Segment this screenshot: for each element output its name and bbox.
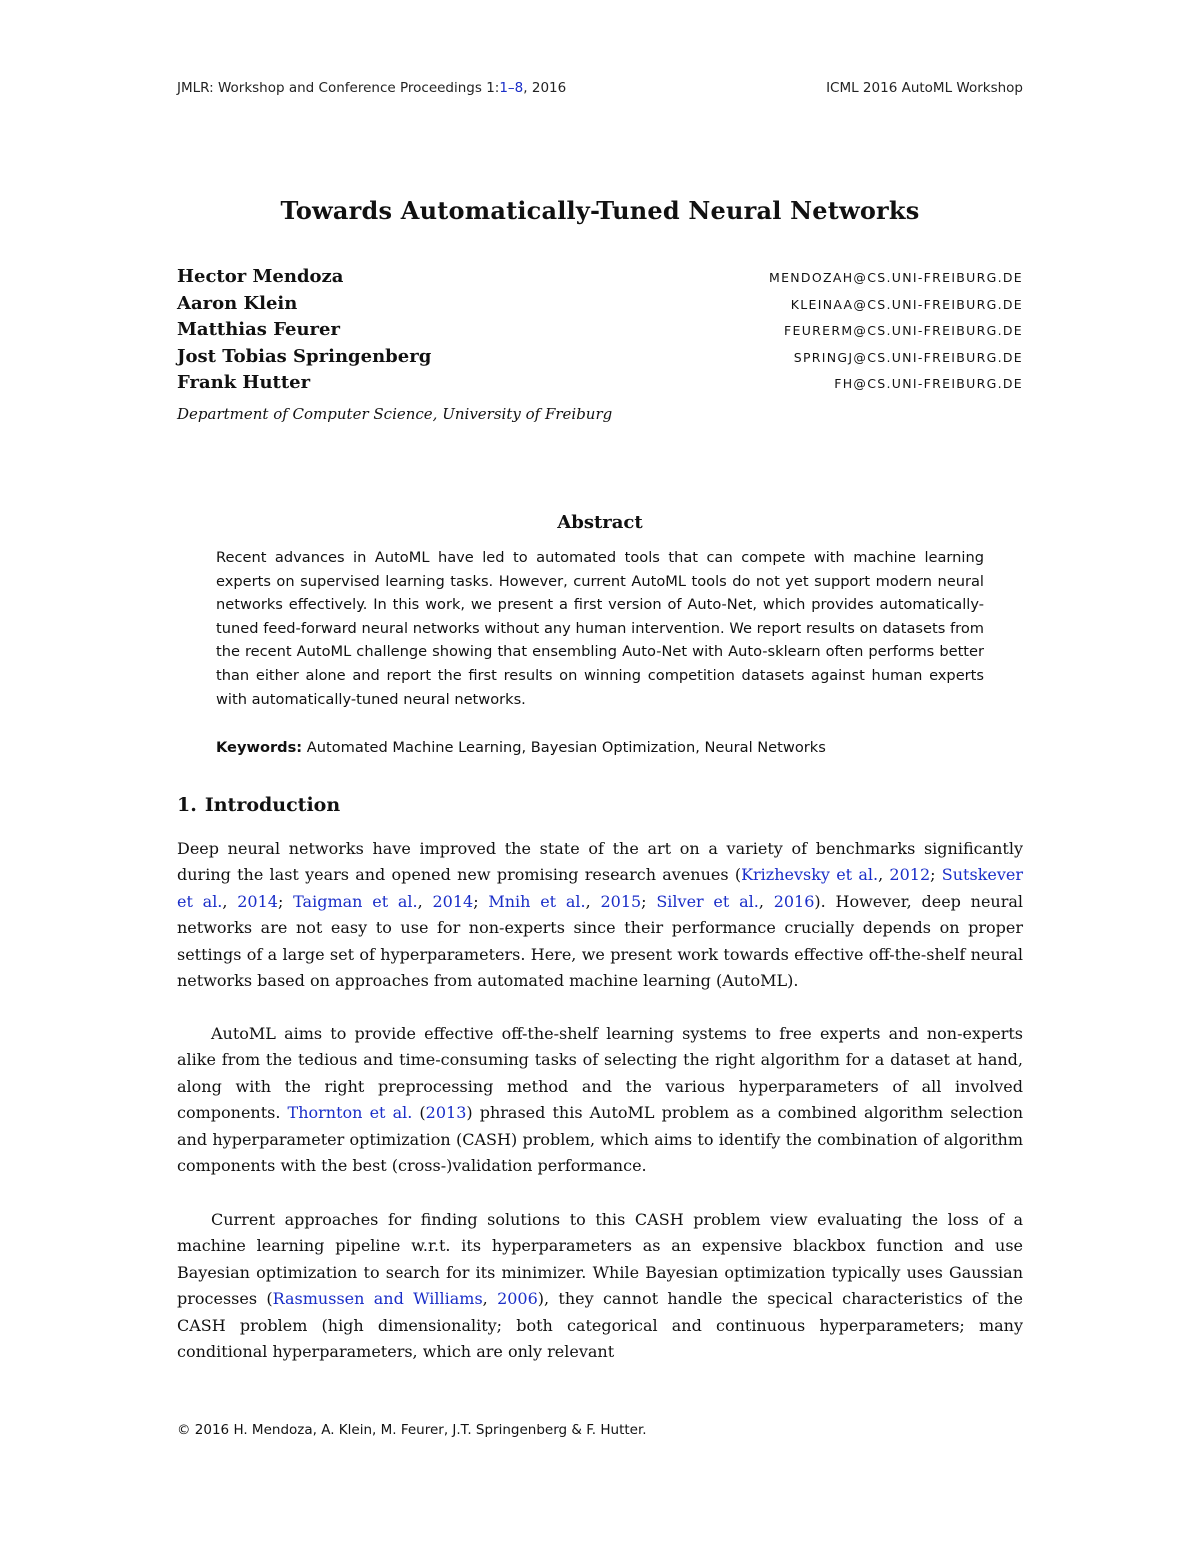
citation-year-link[interactable]: 2014 <box>432 891 474 911</box>
citation-link[interactable]: Rasmussen and Williams <box>272 1289 483 1309</box>
copyright-footer: © 2016 H. Mendoza, A. Klein, M. Feurer, J.T. Springenberg & F. Hutter. <box>177 1422 647 1438</box>
author-name: Matthias Feurer <box>177 319 340 340</box>
intro-paragraph-1: Deep neural networks have improved the state of the art on a variety of benchmarks significantly during the last years and opened new promising research avenues (Krizhevsky et al., 2012; Sutskever et al., 2014; Taigman et al., 2014; Mnih et al., 2015; Silver et al., 2016). However, deep neural networks are not easy to use for non-experts since their performance crucially depends on proper settings of a large set of hyperparameters. Here, we present work towards effective off-the-shelf neural networks based on approaches from automated machine learning (AutoML). <box>177 839 1024 991</box>
author-name: Hector Mendoza <box>177 266 344 287</box>
citation-link[interactable]: Krizhevsky et al. <box>741 865 879 885</box>
abstract-text: Recent advances in AutoML have led to automated tools that can compete with machine learning experts on supervised learning tasks. However, current AutoML tools do not yet support modern neural networks effectively. In this work, we present a first version of Auto-Net, which provides automatically-tuned feed-forward neural networks without any human intervention. We report results on datasets from the recent AutoML challenge showing that ensembling Auto-Net with Auto-sklearn often performs better than either alone and report the first results on winning competition datasets against human experts with automatically-tuned neural networks. <box>216 549 984 708</box>
author-name: Aaron Klein <box>177 292 298 314</box>
author-row <box>177 319 1023 346</box>
author-email: MENDOZAH@CS.UNI-FREIBURG.DE <box>769 270 1023 285</box>
section-number: 1. <box>177 794 197 816</box>
keywords-label: Keywords: <box>216 739 303 756</box>
section-heading <box>177 794 340 816</box>
running-head <box>177 80 1023 96</box>
affiliation: Department of Computer Science, University of Freiburg <box>177 404 613 423</box>
citation-link[interactable]: Silver et al. <box>656 891 759 911</box>
author-row <box>177 372 1023 399</box>
author-name: Jost Tobias Springenberg <box>177 345 432 367</box>
author-row <box>177 346 1023 373</box>
citation-year-link[interactable]: 2015 <box>600 891 642 911</box>
author-email: SPRINGJ@CS.UNI-FREIBURG.DE <box>793 349 1023 365</box>
author-email: KLEINAA@CS.UNI-FREIBURG.DE <box>790 296 1023 312</box>
paper-title: Towards Automatically-Tuned Neural Networks <box>280 196 920 225</box>
citation-year-link[interactable]: 2016 <box>773 891 815 911</box>
author-row <box>177 266 1023 293</box>
intro-paragraph-2: AutoML aims to provide effective off-the-shelf learning systems to free experts and non-experts alike from the tedious and time-consuming tasks of selecting the right algorithm for a dataset at hand, along with the right preprocessing method and the various hyperparameters of all involved components. Thornton et al. (2013) phrased this AutoML problem as a combined algorithm selection and hyperparameter optimization (CASH) problem, which aims to identify the combination of algorithm components with the best (cross-)validation performance. <box>177 1024 1024 1176</box>
author-email: FH@CS.UNI-FREIBURG.DE <box>834 376 1023 391</box>
citation-year-link[interactable]: 2013 <box>425 1103 467 1123</box>
keywords <box>216 736 984 760</box>
section-title: Introduction <box>204 794 341 816</box>
citation-link[interactable]: Taigman et al. <box>293 891 418 911</box>
author-name: Frank Hutter <box>177 372 311 393</box>
citation-link[interactable]: Mnih et al. <box>488 891 586 911</box>
citation-year-link[interactable]: 2012 <box>889 865 931 885</box>
author-block <box>177 266 1023 423</box>
citation-link[interactable]: Thornton et al. <box>287 1103 413 1123</box>
running-head-left: JMLR: Workshop and Conference Proceedings 1:1–8, 2016 <box>177 80 567 96</box>
keywords-list: Automated Machine Learning, Bayesian Optimization, Neural Networks <box>306 739 826 756</box>
author-row <box>177 293 1023 320</box>
citation-year-link[interactable]: 2006 <box>497 1289 538 1309</box>
abstract-heading: Abstract <box>557 512 643 533</box>
intro-paragraph-3: Current approaches for finding solutions to this CASH problem view evaluating the loss of a machine learning pipeline w.r.t. its hyperparameters as an expensive blackbox function and use Bayesian optimization to search for its minimizer. While Bayesian optimization typically uses Gaussian processes (Rasmussen and Williams, 2006), they cannot handle the specical characteristics of the CASH problem (high dimensionality; both categorical and continuous hyperparameters; many conditional hyperparameters, which are only relevant <box>177 1210 1023 1362</box>
citation-year-link[interactable]: 2014 <box>237 891 278 911</box>
author-email: FEURERM@CS.UNI-FREIBURG.DE <box>784 323 1023 338</box>
running-head-right: ICML 2016 AutoML Workshop <box>826 80 1023 96</box>
citation-link[interactable]: Sutskever et al. <box>177 865 1024 911</box>
page-range-link[interactable]: 1–8 <box>499 80 524 96</box>
